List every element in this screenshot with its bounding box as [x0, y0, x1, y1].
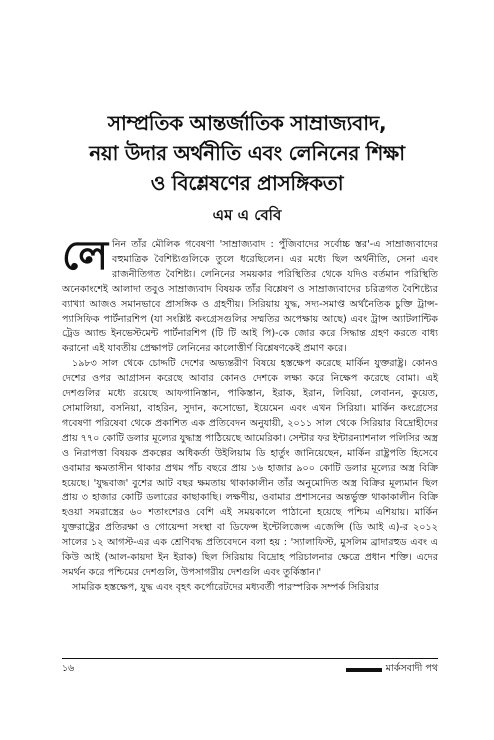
journal-title-box [346, 662, 438, 677]
paragraph-1 [62, 233, 438, 357]
article-header [60, 108, 434, 229]
page-number: ১৬ [62, 663, 75, 674]
article-body [62, 233, 438, 596]
article-title-line-2: নয়া উদার অর্থনীতি এবং লেনিনের শিক্ষা [89, 141, 405, 165]
article-title-line-1: সাম্প্রতিক আন্তর্জাতিক সাম্রাজ্যবাদ, [107, 111, 387, 135]
article-title-line-3: ও বিশ্লেষণের প্রাসঙ্গিকতা [150, 171, 344, 195]
journal-title: মার্কসবাদী পথ [385, 663, 438, 674]
footer-rule [62, 658, 438, 659]
page-footer [62, 662, 438, 677]
paragraph-1-text: নিন তাঁর মৌলিক গবেষণা 'সাম্রাজ্যবাদ : পুঁজিবাদের সর্বোচ্চ স্তর'-এ সাম্রাজ্যবাদের বহুমাত্রিক বৈশিষ্ট্যগুলিকে তুলে ধরেছিলেন। এর মধ্যে ছিল অর্থনীতি, সেনা এবং রাজনীতিগত বৈশিষ্ট্য। লেনিনের সময়কার পরিস্থিতির থেকে যদিও বর্তমান পরিস্থিতি অনেকাংশেই আলাদা তবুও সাম্রাজ্যবাদ বিষয়ক তাঁর বিশ্লেষণ ও সাম্রাজ্যবাদের চরিত্রগত বৈশিষ্ট্যের ব্যাখ্যা আজও সমানভাবে প্রাসঙ্গিক ও গ্রহণীয়। সিরিয়ায় যুদ্ধ, সদ্য-সমাপ্ত অর্থনৈতিক চুক্তি ট্রান্স-প্যাসিফিক পার্টনারশিপ (যা সংশ্লিষ্ট কংগ্রেসগুলির সম্মতির অপেক্ষায় আছে) এবং ট্রান্স অ্যাটলান্টিক ট্রেড অ্যান্ড ইনভেস্টমেন্ট পার্টনারশিপ (টি টি আই পি)-কে জোর করে সিদ্ধান্ত গ্রহণ করতে বাধ্য করানো এই যাবতীয় প্রেক্ষাপট লেনিনের কালোত্তীর্ণ বিশ্লেষণকেই প্রমাণ করে। [62, 239, 438, 355]
footer-bar-decoration [346, 668, 382, 672]
paragraph-3: সামরিক হস্তক্ষেপ, যুদ্ধ এবং বৃহৎ কর্পোরেটদের মধ্যবর্তী পারস্পরিক সম্পর্ক সিরিয়ার [72, 581, 380, 593]
paragraph-2: ১৯৮৩ সাল থেকে চোদ্দটি দেশের অভ্যন্তরীণ বিষয়ে হস্তক্ষেপ করেছে মার্কিন যুক্তরাষ্ট্র। কোনও দেশের ওপর আগ্রাসন করেছে আবার কোনও দেশকে লক্ষ্য করে নিক্ষেপ করেছে বোমা। এই দেশগুলির মধ্যে রয়েছে আফগানিস্তান, পাকিস্তান, ইরাক, ইরান, লিবিয়া, লেবানন, কুয়েত, সোমালিয়া, বসনিয়া, বাহরিন, সুদান, কসোভো, ইয়েমেন এবং এখন সিরিয়া। মার্কিন কংগ্রেসের গবেষণা পরিষেবা থেকে প্রকাশিত এক প্রতিবেদন অনুযায়ী, ২০১১ সাল থেকে সিরিয়ার বিদ্রোহীদের প্রায় ৭৭০ কোটি ডলার মূল্যের যুদ্ধাস্ত্র পাঠিয়েছে আমেরিকা। সেন্টার ফর ইন্টারন্যাশনাল পলিসির অস্ত্র ও নিরাপত্তা বিষয়ক প্রকল্পের অধিকর্তা উইলিয়াম ডি হার্তুং জানিয়েছেন, মার্কিন রাষ্ট্রপতি হিসেবে ওবামার ক্ষমতাসীন থাকার প্রথম পাঁচ বছরে প্রায় ১৬ হাজার ৯০০ কোটি ডলার মূল্যের অস্ত্র বিক্রি হয়েছে। 'যুদ্ধবাজ' বুশের আট বছর ক্ষমতায় থাকাকালীন তাঁর অনুমোদিত অস্ত্র বিক্রির মূল্যমান ছিল প্রায় ৩ হাজার কোটি ডলারের কাছাকাছি। লক্ষণীয়, ওবামার প্রশাসনের অন্তর্ভুক্ত থাকাকালীন বিক্রি হওয়া সমরাস্ত্রের ৬০ শতাংশেরও বেশি এই সময়কালে পাঠানো হয়েছে পশ্চিম এশিয়ায়। মার্কিন যুক্তরাষ্ট্রের প্রতিরক্ষা ও গোয়েন্দা সংস্থা বা ডিফেন্স ইন্টেলিজেন্স এজেন্সি (ডি আই এ)-র ২০১২ সালের ১২ আগস্ট-এর এক শ্রেণিবদ্ধ প্রতিবেদনে বলা হয় : 'স্যালাফিস্ট, মুসলিম ব্রাদারহুড এবং এ কিউ আই (আল-কায়দা ইন ইরাক) ছিল সিরিয়ায় বিদ্রোহ পরিচালনার ক্ষেত্রে প্রধান শক্তি। এদের সমর্থন করে পশ্চিমের দেশগুলি, উপসাগরীয় দেশগুলি এবং তুর্কিস্তান।' [62, 358, 438, 578]
article-author: এম এ বেবি [212, 206, 282, 224]
drop-cap: লে [62, 233, 109, 279]
